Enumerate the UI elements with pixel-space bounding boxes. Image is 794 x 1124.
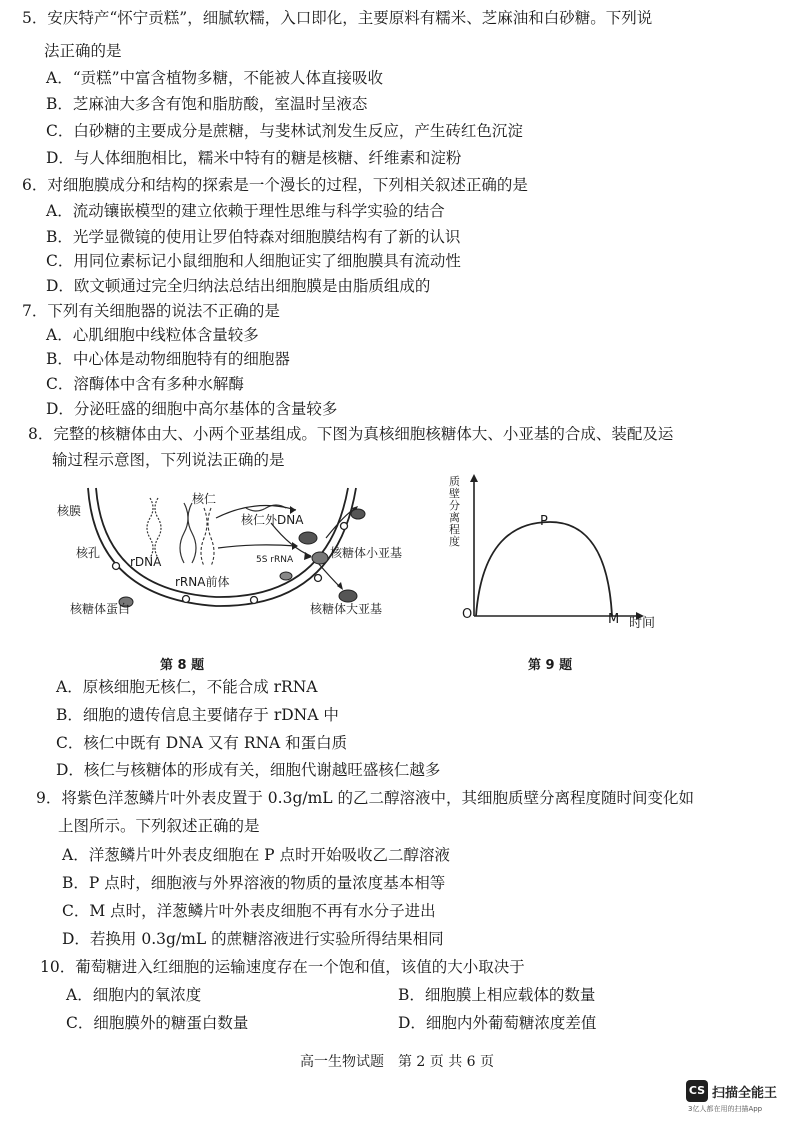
q5-option-a: A．“贡糕”中富含植物多糖，不能被人体直接吸收 — [46, 69, 384, 87]
scanner-watermark — [686, 1080, 786, 1114]
q5-option-c: C．白砂糖的主要成分是蔗糖，与斐林试剂发生反应，产生砖红色沉淀 — [46, 122, 523, 140]
fig8-label-large-subunit: 核糖体大亚基 — [310, 602, 383, 616]
q6-option-d: D．欧文顿通过完全归纳法总结出细胞膜是由脂质组成的 — [46, 277, 431, 295]
fig8-label-nucleolus: 核仁 — [192, 492, 217, 506]
q6-stem: 6．对细胞膜成分和结构的探索是一个漫长的过程，下列相关叙述正确的是 — [22, 176, 528, 194]
q10-option-d: D．细胞内外葡萄糖浓度差值 — [398, 1014, 597, 1032]
q8-option-d: D．核仁与核糖体的形成有关，细胞代谢越旺盛核仁越多 — [56, 761, 441, 779]
q8-stem-line1: 8．完整的核糖体由大、小两个亚基组成。下图为真核细胞核糖体大、小亚基的合成、装配及运 — [28, 425, 674, 443]
page-footer: 高一生物试题 第 2 页 共 6 页 — [299, 1054, 495, 1070]
q10-stem: 10．葡萄糖进入红细胞的运输速度存在一个饱和值，该值的大小取决于 — [40, 958, 525, 976]
q9-option-d: D．若换用 0.3g/mL 的蔗糖溶液进行实验所得结果相同 — [62, 930, 444, 948]
fig8-label-5s: 5S rRNA — [256, 555, 294, 565]
q9-stem-line1: 9．将紫色洋葱鳞片叶外表皮置于 0.3g/mL 的乙二醇溶液中，其细胞质壁分离程度随时间变化如 — [36, 789, 695, 807]
q6-option-a: A．流动镶嵌模型的建立依赖于理性思维与科学实验的结合 — [46, 202, 445, 220]
fig9-curve — [476, 522, 612, 616]
q5-option-d: D．与人体细胞相比，糯米中特有的糖是核糖、纤维素和淀粉 — [46, 149, 462, 167]
fig8-label-extra-dna: 核仁外DNA — [241, 513, 304, 527]
scanner-name: 扫描全能王 — [712, 1086, 778, 1101]
q7-option-d: D．分泌旺盛的细胞中高尔基体的含量较多 — [46, 400, 338, 418]
fig9-origin: O — [462, 607, 473, 622]
q7-stem: 7．下列有关细胞器的说法不正确的是 — [22, 302, 280, 320]
q9-option-b: B．P 点时，细胞液与外界溶液的物质的量浓度基本相等 — [62, 874, 446, 892]
fig9-x-label: 时间 — [629, 616, 656, 631]
figure9-caption: 第 9 题 — [528, 658, 573, 673]
q10-option-a: A．细胞内的氧浓度 — [66, 986, 202, 1004]
q10-option-b: B．细胞膜上相应载体的数量 — [398, 986, 596, 1004]
figure8-caption: 第 8 题 — [160, 658, 205, 673]
q5-stem-line1: 5．安庆特产“怀宁贡糕”，细腻软糯，入口即化，主要原料有糯米、芝麻油和白砂糖。下列说 — [22, 9, 653, 27]
scanner-logo-icon: CS — [686, 1080, 708, 1102]
q10-option-c: C．细胞膜外的糖蛋白数量 — [66, 1014, 249, 1032]
fig8-label-precursor: rRNA前体 — [175, 575, 230, 589]
fig8-label-protein: 核糖体蛋白 — [70, 602, 131, 616]
q8-option-a: A．原核细胞无核仁，不能合成 rRNA — [56, 678, 318, 696]
fig9-y-label: 质壁分离程度 — [449, 475, 460, 548]
q5-stem-line2: 法正确的是 — [44, 42, 122, 60]
q8-option-b: B．细胞的遗传信息主要储存于 rDNA 中 — [56, 706, 339, 724]
q9-stem-line2: 上图所示。下列叙述正确的是 — [58, 817, 260, 835]
q7-option-a: A．心肌细胞中线粒体含量较多 — [46, 326, 259, 344]
q6-option-b: B．光学显微镜的使用让罗伯特森对细胞膜结构有了新的认识 — [46, 228, 461, 246]
q9-option-a: A．洋葱鳞片叶外表皮细胞在 P 点时开始吸收乙二醇溶液 — [62, 846, 450, 864]
q8-option-c: C．核仁中既有 DNA 又有 RNA 和蛋白质 — [56, 734, 348, 752]
fig8-label-pore: 核孔 — [76, 546, 101, 560]
figure9-chart — [440, 466, 680, 636]
fig8-label-membrane: 核膜 — [57, 504, 82, 518]
q7-option-b: B．中心体是动物细胞特有的细胞器 — [46, 350, 290, 368]
fig9-peak: P — [540, 514, 548, 529]
q8-stem-line2: 输过程示意图，下列说法正确的是 — [52, 451, 285, 469]
q7-option-c: C．溶酶体中含有多种水解酶 — [46, 375, 244, 393]
fig9-y-arrow — [470, 474, 478, 482]
scanner-tagline: 3亿人都在用的扫描App — [688, 1105, 763, 1113]
fig8-label-small-subunit: 核糖体小亚基 — [330, 546, 403, 560]
fig9-end: M — [608, 612, 620, 627]
q6-option-c: C．用同位素标记小鼠细胞和人细胞证实了细胞膜具有流动性 — [46, 252, 461, 270]
fig8-label-rdna: rDNA — [130, 555, 162, 569]
q5-option-b: B．芝麻油大多含有饱和脂肪酸，室温时呈液态 — [46, 95, 368, 113]
q9-option-c: C．M 点时，洋葱鳞片叶外表皮细胞不再有水分子进出 — [62, 902, 436, 920]
